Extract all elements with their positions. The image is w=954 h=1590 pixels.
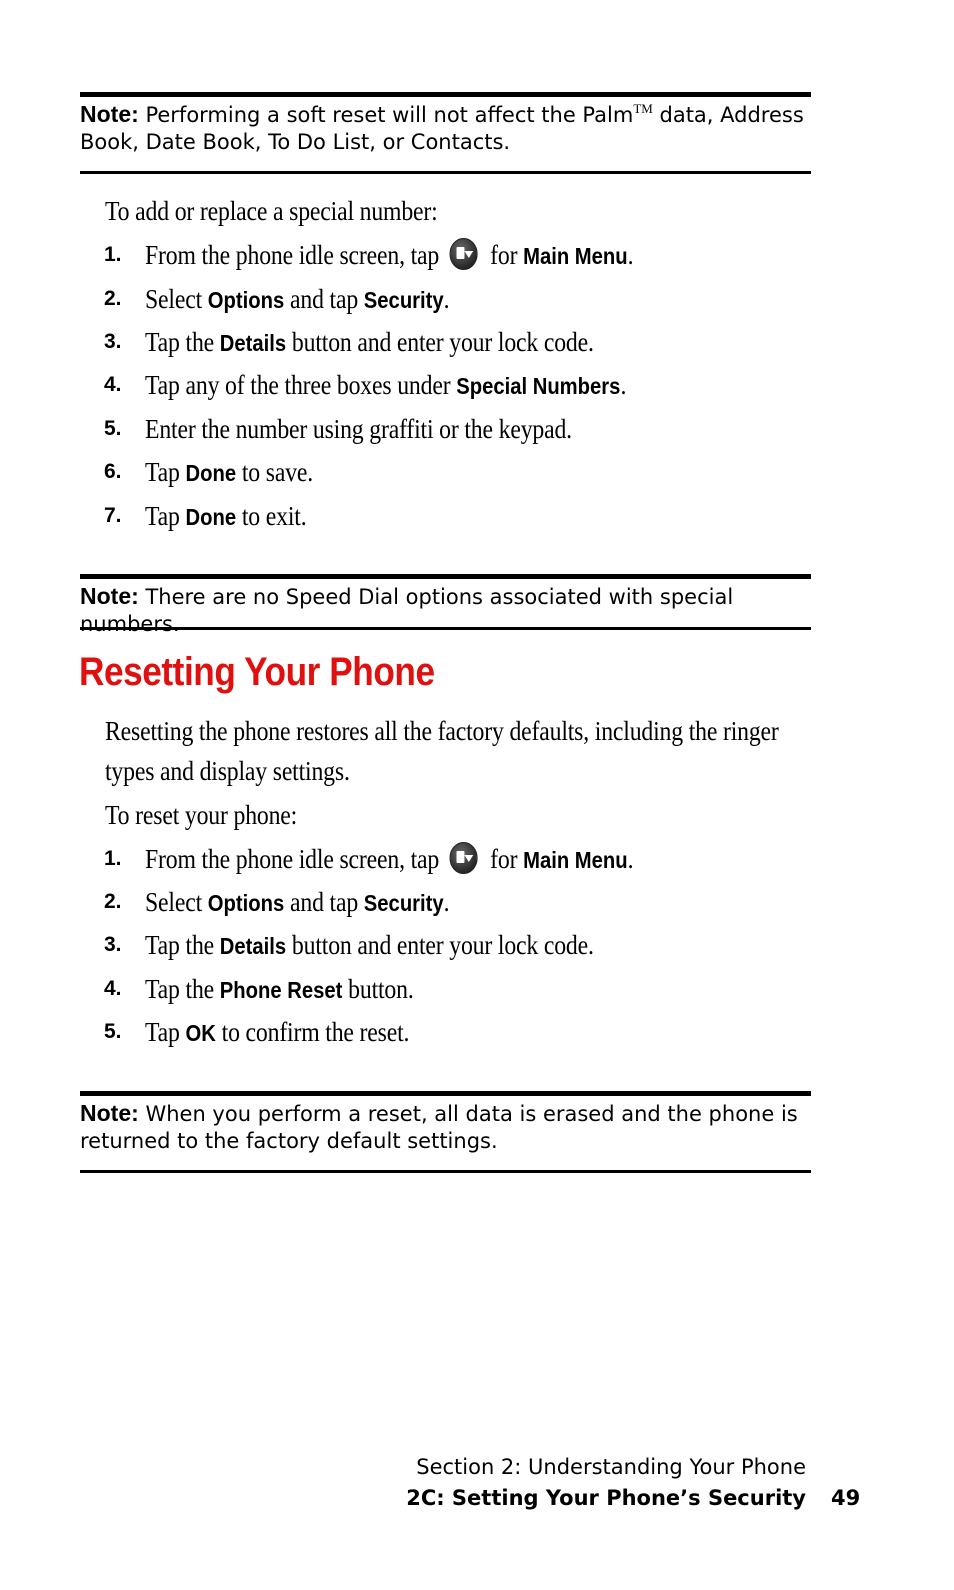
step-text: to exit. <box>236 501 307 531</box>
options-label: Options <box>207 890 285 916</box>
step-text: Tap <box>145 457 186 487</box>
step-number: 2. <box>104 287 122 310</box>
note-text-a: Performing a soft reset will not affect the Palm <box>138 103 634 127</box>
step-text: button and enter your lock code. <box>286 930 594 960</box>
step-text: button. <box>342 974 414 1004</box>
main-menu-label: Main Menu <box>523 243 628 269</box>
step-text: button and enter your lock code. <box>286 327 594 357</box>
step-text: Tap the <box>145 327 220 357</box>
step-text: and tap <box>284 887 364 917</box>
step-text: Select <box>145 887 208 917</box>
page-number: 49 <box>831 1486 861 1510</box>
step-number: 1. <box>104 847 122 870</box>
step-number: 5. <box>104 417 122 440</box>
details-label: Details <box>219 933 287 959</box>
phone-reset-label: Phone Reset <box>219 977 343 1003</box>
step-text: to save. <box>236 457 314 487</box>
note-speed-dial <box>80 574 811 636</box>
step-number: 5. <box>104 1020 122 1043</box>
step-text: From the phone idle screen, tap <box>145 240 440 270</box>
main-menu-label: Main Menu <box>523 847 628 873</box>
step-text: . <box>627 844 634 874</box>
step-text: Tap <box>145 501 186 531</box>
note-text-b: data, Address Book, Date Book, To Do List, or Contacts. <box>80 103 804 154</box>
ok-label: OK <box>185 1020 216 1046</box>
special-numbers-label: Special Numbers <box>456 373 621 399</box>
note-text: There are no Speed Dial options associated with special numbers. <box>80 585 734 636</box>
options-label: Options <box>207 287 285 313</box>
step-number: 3. <box>104 330 122 353</box>
footer-section: Section 2: Understanding Your Phone <box>416 1455 806 1479</box>
done-label: Done <box>185 460 237 486</box>
step-text: . <box>627 240 634 270</box>
note-label: Note: <box>80 583 139 609</box>
step-number: 2. <box>104 890 122 913</box>
step-text: . <box>443 887 450 917</box>
reset-description: Resetting the phone restores all the factory defaults, including the ringer types and display settings. <box>105 716 779 786</box>
step-text: Select <box>145 284 208 314</box>
step-text: Tap <box>145 1017 186 1047</box>
done-label: Done <box>185 504 237 530</box>
trademark: TM <box>633 101 653 116</box>
step-number: 6. <box>104 460 122 483</box>
main-menu-icon[interactable] <box>450 238 478 270</box>
note-label: Note: <box>80 101 139 127</box>
security-label: Security <box>363 890 444 916</box>
note-text: When you perform a reset, all data is erased and the phone is returned to the factory default settings. <box>80 1102 798 1153</box>
main-menu-icon[interactable] <box>450 842 478 874</box>
footer-chapter: 2C: Setting Your Phone’s Security <box>406 1486 806 1510</box>
step-number: 4. <box>104 373 122 396</box>
note-label: Note: <box>80 1100 139 1126</box>
security-label: Security <box>363 287 444 313</box>
step-number: 3. <box>104 933 122 956</box>
note-soft-reset <box>80 92 811 174</box>
step-number: 7. <box>104 504 122 527</box>
step-text: Tap the <box>145 974 220 1004</box>
details-label: Details <box>219 330 287 356</box>
step-text: From the phone idle screen, tap <box>145 844 440 874</box>
step-number: 1. <box>104 243 122 266</box>
step-text: Tap any of the three boxes under <box>145 370 457 400</box>
step-text: and tap <box>284 284 364 314</box>
step-text: . <box>620 370 627 400</box>
step-text: Tap the <box>145 930 220 960</box>
step-text: . <box>443 284 450 314</box>
step-number: 4. <box>104 977 122 1000</box>
note-reset-erase <box>80 1091 811 1173</box>
reset-intro: To reset your phone: <box>105 800 298 830</box>
section-title: Resetting Your Phone <box>79 650 435 694</box>
step-text: to confirm the reset. <box>215 1017 410 1047</box>
step-text: for <box>490 240 524 270</box>
step-text: Enter the number using graffiti or the keypad. <box>145 414 572 444</box>
step-text: for <box>490 844 524 874</box>
special-intro: To add or replace a special number: <box>105 196 438 226</box>
